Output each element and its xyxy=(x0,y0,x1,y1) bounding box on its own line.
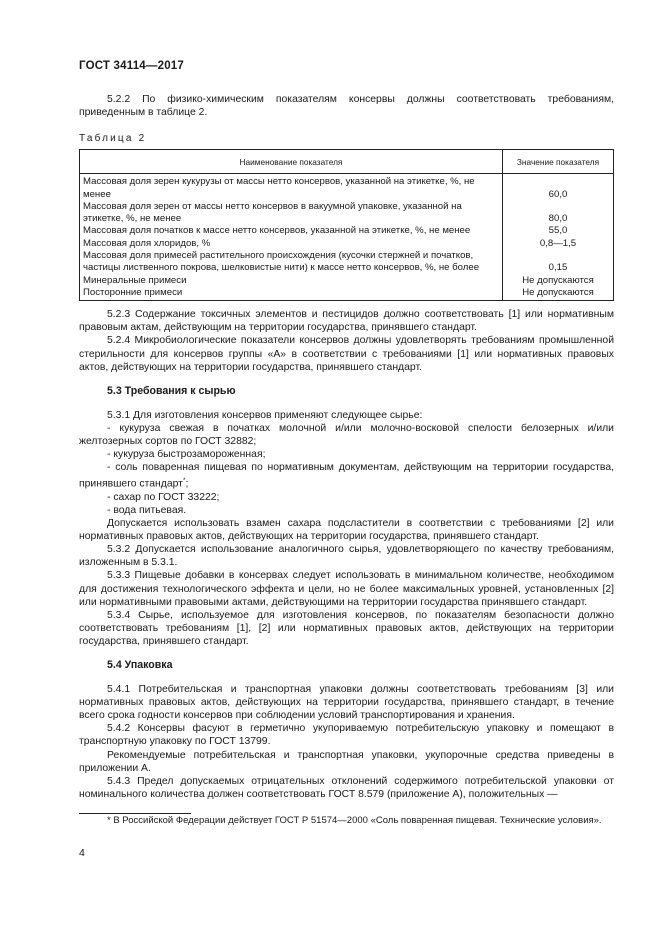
paragraph-5-2-3: 5.2.3 Содержание токсичных элементов и пестицидов должно соответствовать [1] или нормативным правовым актам, действующим на территории государства, принявшего стандарт. xyxy=(79,309,614,334)
page-number: 4 xyxy=(79,847,85,859)
row-value: 60,0 xyxy=(503,174,614,201)
table-row xyxy=(80,201,614,226)
list-item: - вода питьевая. xyxy=(107,504,187,516)
table-row xyxy=(80,250,614,275)
table-header-row xyxy=(80,150,614,174)
footnote-separator xyxy=(79,813,191,814)
footnote: * В Российской Федерации действует ГОСТ Р 51574—2000 «Соль поваренная пищевая. Технические условия». xyxy=(107,815,602,826)
row-name: Посторонние примеси xyxy=(80,287,503,301)
row-name: Массовая доля зерен от массы нетто консервов в вакуумной упаковке, указанной на этикетке, %, не менее xyxy=(80,201,503,226)
row-value: Не допускаются xyxy=(503,275,614,287)
paragraph-5-3-4: 5.3.4 Сырье, используемое для изготовления консервов, по показателям безопасности должно соответствовать требованиям [1], [2] или нормативных правовых актов, действующих на территории государства, принявшего стандарт. xyxy=(79,609,614,647)
header-indicator-value: Значение показателя xyxy=(503,150,614,174)
table-row xyxy=(80,225,614,237)
row-value: Не допускаются xyxy=(503,287,614,301)
document-body xyxy=(79,93,614,801)
table-row xyxy=(80,287,614,301)
table-row xyxy=(80,238,614,250)
paragraph-5-4-3: 5.4.3 Предел допускаемых отрицательных отклонений содержимого потребительской упаковки от номинального количества должен соответствовать ГОСТ 8.579 (приложение А), положительных — xyxy=(79,775,614,800)
table-caption: Таблица 2 xyxy=(79,133,147,145)
section-heading-5-4: 5.4 Упаковка xyxy=(107,658,173,671)
paragraph-5-2-4: 5.2.4 Микробиологические показатели консервов должны удовлетворять требованиям промышленной стерильности для консервов группы «А» в соответствии с требованиями [1] или нормативных правовых актов, действующих на территории государства, принявшего стандарт. xyxy=(79,335,614,373)
paragraph-5-2-2: 5.2.2 По физико-химическим показателям консервы должны соответствовать требованиям, приведенным в таблице 2. xyxy=(79,94,614,119)
list-item: - кукуруза свежая в початках молочной и/или молочно-восковой спелости белозерных и/или желтозерных сортов по ГОСТ 32882; xyxy=(79,422,614,447)
list-item: - сахар по ГОСТ 33222; xyxy=(107,491,220,503)
row-name: Массовая доля зерен кукурузы от массы нетто консервов, указанной на этикетке, %, не менее xyxy=(80,174,503,201)
table-row xyxy=(80,275,614,287)
paragraph-sugar-substitutes: Допускается использовать взамен сахара подсластители в соответствии с требованиями [2] или нормативных правовых актов, действующих на территории государства, принявшего стандарт. xyxy=(79,518,614,543)
document-header: ГОСТ 34114—2017 xyxy=(79,60,184,72)
paragraph-recommended-packaging: Рекомендуемые потребительская и транспортная упаковки, укупорочные средства приведены в приложении А. xyxy=(79,749,614,774)
table-2 xyxy=(79,149,614,301)
row-value: 0,8—1,5 xyxy=(503,238,614,250)
header-indicator-name: Наименование показателя xyxy=(80,150,503,174)
list-item xyxy=(79,461,614,491)
table-row xyxy=(80,174,614,201)
paragraph-5-3-1: 5.3.1 Для изготовления консервов применяют следующее сырье: xyxy=(107,409,423,421)
list-item-text: - соль поваренная пищевая по нормативным документам, действующим на территории государства, принявшего стандарт xyxy=(79,462,614,490)
list-item-punctuation: ; xyxy=(185,478,189,490)
paragraph-5-3-2: 5.3.2 Допускается использование аналогичного сырья, удовлетворяющего по качеству требованиям, изложенным в 5.3.1. xyxy=(79,544,614,569)
row-value: 0,15 xyxy=(503,250,614,275)
row-value: 55,0 xyxy=(503,225,614,237)
row-name: Минеральные примеси xyxy=(80,275,503,287)
paragraph-5-3-3: 5.3.3 Пищевые добавки в консервах следует использовать в минимальном количестве, необходимом для достижения технологического эффекта и цели, но не более максимальных уровней, установленных [2] или нормативными правовыми актами, действующими на территории государства принявшего стандарт. xyxy=(79,570,614,608)
paragraph-5-4-2: 5.4.2 Консервы фасуют в герметично укупориваемую потребительскую упаковку и помещают в транспортную упаковку по ГОСТ 13799. xyxy=(79,723,614,748)
list-item: - кукуруза быстрозамороженная; xyxy=(107,449,266,461)
footnote-marker: * xyxy=(182,477,186,485)
row-value: 80,0 xyxy=(503,201,614,226)
row-name: Массовая доля примесей растительного происхождения (кусочки стержней и початков, частицы лиственного покрова, шелковистые нити) к массе нетто консервов, %, не более xyxy=(80,250,503,275)
row-name: Массовая доля початков к массе нетто консервов, указанной на этикетке, %, не менее xyxy=(80,225,503,237)
paragraph-5-4-1: 5.4.1 Потребительская и транспортная упаковки должны соответствовать требованиям [3] или нормативных правовых актов, действующих на территории государства, принявшего стандарт, в течение всего срока годности консервов при соблюдении условий транспортирования и хранения. xyxy=(79,684,614,722)
row-name: Массовая доля хлоридов, % xyxy=(80,238,503,250)
section-heading-5-3: 5.3 Требования к сырью xyxy=(107,384,236,397)
